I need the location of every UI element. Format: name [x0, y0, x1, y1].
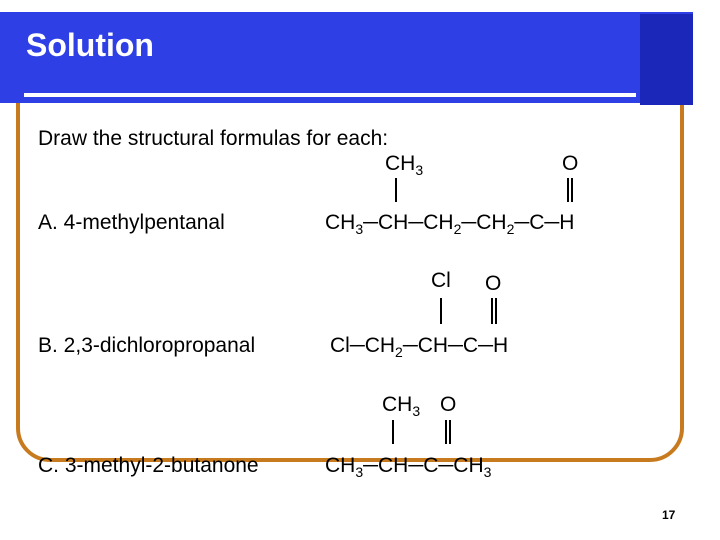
problem-a-methyl-substituent: $CH_3$ — [385, 152, 424, 178]
banner-divider — [24, 93, 636, 97]
problem-c-label: C. 3-methyl-2-butanone — [38, 454, 259, 477]
problem-b-chloro-substituent: Cl — [431, 269, 451, 292]
instructions-text: Draw the structural formulas for each: — [38, 127, 389, 150]
problem-a-double-bond — [567, 178, 573, 202]
problem-b-single-bond — [440, 298, 442, 324]
problem-a-label: A. 4-methylpentanal — [38, 211, 225, 234]
problem-a-single-bond — [395, 178, 397, 202]
problem-c-main-chain: $CH_3─CH─C─CH_3$ — [325, 454, 492, 480]
problem-c-double-bond — [445, 420, 451, 444]
problem-c-carbonyl-oxygen: O — [440, 393, 457, 416]
problem-b-carbonyl-oxygen: O — [485, 272, 502, 295]
problem-b-label: B. 2,3-dichloropropanal — [38, 334, 256, 357]
problem-c-single-bond — [392, 420, 394, 444]
problem-a-main-chain: $CH_3─CH─CH_2─CH_2─C─H$ — [325, 211, 575, 237]
banner-shadow — [640, 14, 693, 105]
problem-c-methyl-substituent: $CH_3$ — [382, 393, 421, 419]
page-number: 17 — [662, 508, 676, 522]
problem-b-main-chain: $Cl─CH_2─CH─C─H$ — [330, 334, 509, 360]
slide-title: Solution — [26, 27, 154, 63]
problem-b-double-bond — [491, 298, 497, 324]
problem-a-carbonyl-oxygen: O — [562, 152, 579, 175]
